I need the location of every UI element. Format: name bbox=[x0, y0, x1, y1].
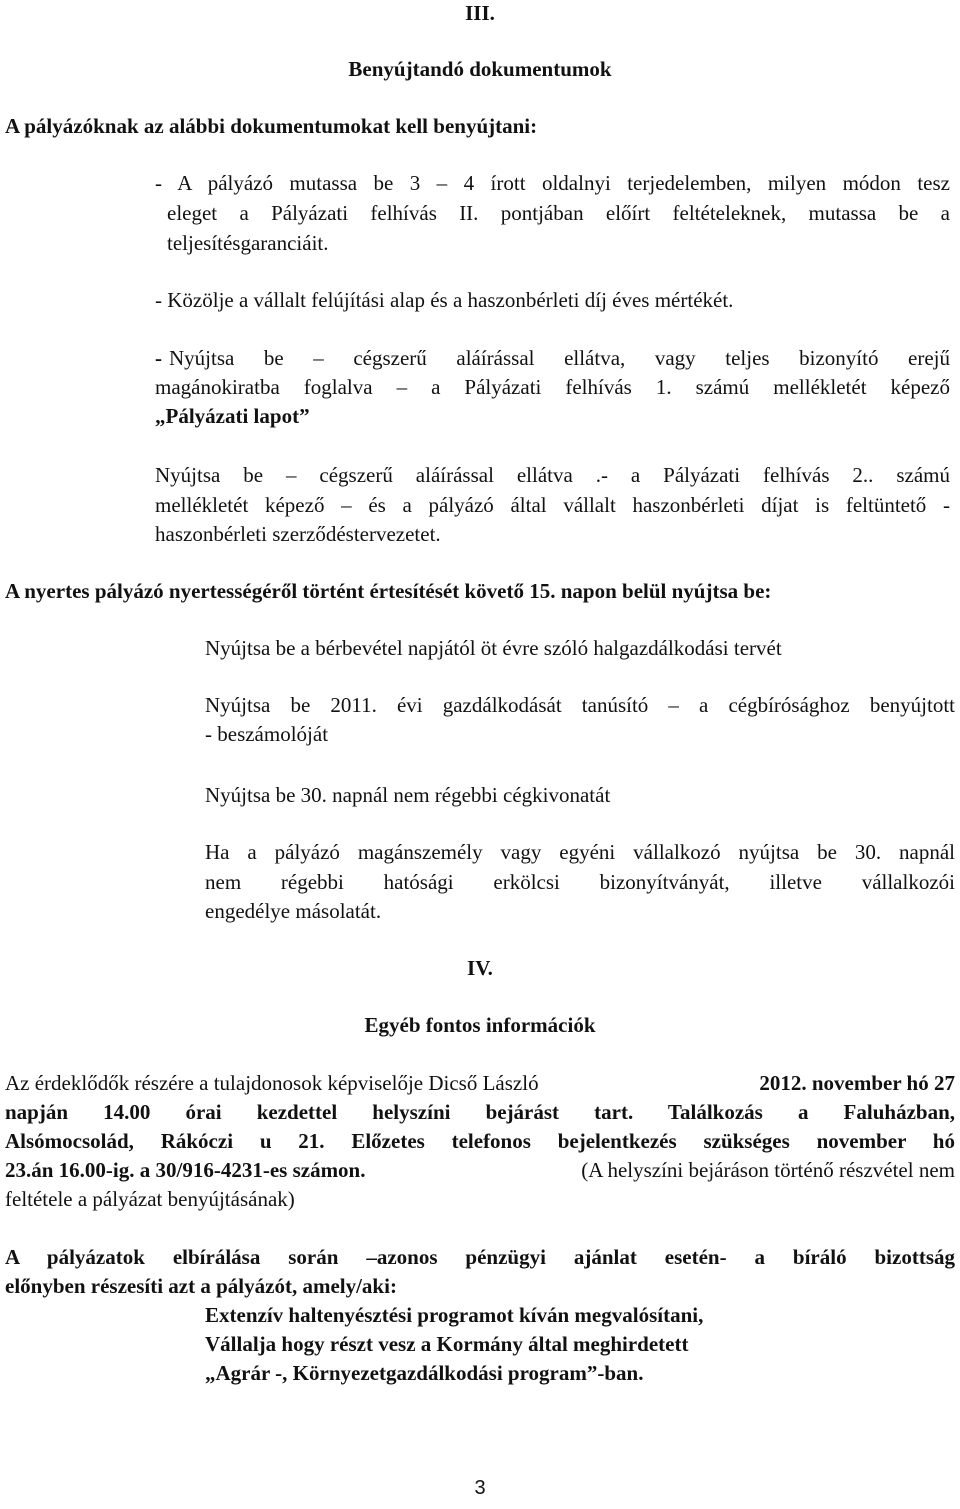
info-line-2: napján 14.00 órai kezdettel helyszíni bejárást tart. Találkozás a Faluházban, bbox=[5, 1100, 955, 1124]
item-3-line-3: „Pályázati lapot” bbox=[155, 404, 310, 428]
item-4-line-1: Nyújtsa be – cégszerű aláírással ellátva .- a Pályázati felhívás 2.. számú bbox=[155, 463, 950, 487]
item-2: - Közölje a vállalt felújítási alap és a haszonbérleti díj éves mértékét. bbox=[155, 288, 734, 312]
info-line-4-left: 23.án 16.00-ig. a 30/916-4231-es számon. bbox=[5, 1158, 366, 1182]
winner-item-d-line-1: Ha a pályázó magánszemély vagy egyéni vállalkozó nyújtsa be 30. napnál bbox=[205, 840, 955, 864]
evaluation-line-3: Extenzív haltenyésztési programot kíván megvalósítani, bbox=[205, 1303, 704, 1327]
info-line-4-right: (A helyszíni bejáráson történő részvétel nem bbox=[581, 1158, 955, 1182]
info-line-1-left: Az érdeklődők részére a tulajdonosok képviselője Dicső László bbox=[5, 1071, 539, 1095]
page-number: 3 bbox=[474, 1477, 486, 1499]
evaluation-line-2: előnyben részesíti azt a pályázót, amely/aki: bbox=[5, 1274, 397, 1298]
info-line-3: Alsómocsolád, Rákóczi u 21. Előzetes telefonos bejelentkezés szükséges november hó bbox=[5, 1129, 955, 1153]
item-4-line-2: mellékletét képező – és a pályázó által vállalt haszonbérleti díjat is feltüntető - bbox=[155, 493, 950, 517]
info-line-5: feltétele a pályázat benyújtásának) bbox=[5, 1187, 295, 1211]
item-1-line-3: teljesítésgaranciáit. bbox=[167, 231, 329, 255]
intro-line: A pályázóknak az alábbi dokumentumokat kell benyújtani: bbox=[5, 114, 538, 138]
winner-heading: A nyertes pályázó nyertességéről történt értesítését követő 15. napon belül nyújtsa be: bbox=[5, 579, 772, 603]
item-3-line-2: magánokiratba foglalva – a Pályázati felhívás 1. számú mellékletét képező bbox=[155, 375, 950, 399]
evaluation-line-4: Vállalja hogy részt vesz a Kormány által meghirdetett bbox=[205, 1332, 689, 1356]
item-1-line-2: eleget a Pályázati felhívás II. pontjában előírt feltételeknek, mutassa be a bbox=[167, 201, 950, 225]
info-line-1-right: 2012. november hó 27 bbox=[759, 1071, 955, 1095]
section-number: III. bbox=[465, 1, 495, 25]
section-heading: Benyújtandó dokumentumok bbox=[348, 57, 612, 81]
winner-item-a: Nyújtsa be a bérbevétel napjától öt évre szóló halgazdálkodási tervét bbox=[205, 636, 782, 660]
section-heading: Egyéb fontos információk bbox=[364, 1013, 596, 1037]
item-3-dash: - bbox=[155, 346, 162, 370]
winner-item-b-line-2: - beszámolóját bbox=[205, 722, 329, 746]
evaluation-line-1: A pályázatok elbírálása során –azonos pénzügyi ajánlat esetén- a bíráló bizottság bbox=[5, 1245, 955, 1269]
item-3-line-1: Nyújtsa be – cégszerű aláírással ellátva, vagy teljes bizonyító erejű bbox=[169, 346, 950, 370]
winner-item-c: Nyújtsa be 30. napnál nem régebbi cégkivonatát bbox=[205, 783, 611, 807]
section-number: IV. bbox=[467, 956, 493, 980]
winner-item-d-line-3: engedélye másolatát. bbox=[205, 899, 382, 923]
evaluation-line-5: „Agrár -, Környezetgazdálkodási program”-ban. bbox=[205, 1361, 644, 1385]
item-4-line-3: haszonbérleti szerződéstervezetet. bbox=[155, 522, 441, 546]
winner-item-b-line-1: Nyújtsa be 2011. évi gazdálkodását tanúsító – a cégbírósághoz benyújtott bbox=[205, 693, 955, 717]
item-1-line-1: - A pályázó mutassa be 3 – 4 írott oldalnyi terjedelemben, milyen módon tesz bbox=[155, 171, 950, 195]
winner-item-d-line-2: nem régebbi hatósági erkölcsi bizonyítványát, illetve vállalkozói bbox=[205, 870, 955, 894]
